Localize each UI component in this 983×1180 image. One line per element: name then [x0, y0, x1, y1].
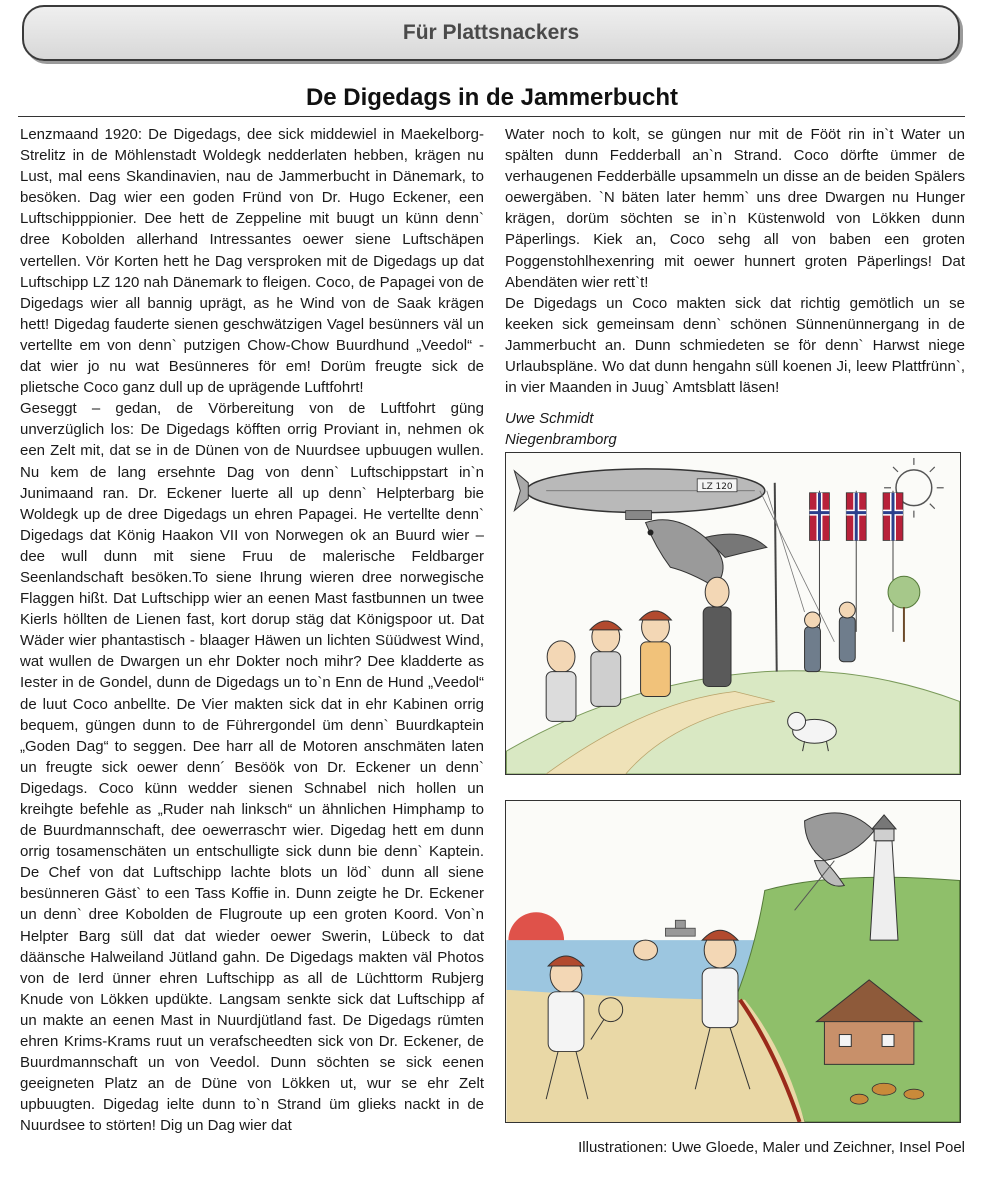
- paragraph: Water noch to kolt, se güngen nur mit de Fööt rin in`t Water un spälten dunn Fedderball an`n Strand. Coco dörfte ümmer de verhaugenen Fedderbälle upsammeln un disse an de beiden Spälers oewergäben. `N bäten later hemm` uns dree Dwargen nu Hunger krägen, dorüm söchten se in`n Küstenwold von Lökken dunn Päperlings. Kiek an, Coco sehg all von baben een groten Poggenstohlhexenring mit oewer hunnert groten Päperlings! Dat Abendäten wier rett`t!: [505, 126, 965, 291]
- illustration-credit: Illustrationen: Uwe Gloede, Maler und Zeichner, Insel Poel: [578, 1139, 965, 1156]
- right-column: [505, 124, 965, 450]
- swimmer-icon: [634, 940, 658, 960]
- lighthouse-icon: [870, 815, 898, 940]
- paragraph: Geseggt – gedan, de Vörbereitung von de Luftfohrt güng unverzüglich los: De Digedags köfften orrig Proviant in, nehmen ok een Zelt mit, dat se in de Dünen von de Nuurdsee upbuugen wullen. Nu kem de lang ersehnte Dag von denn` Luftschippstart in`n Junimaand ran. Dr. Eckener luerte all up denn` Helpterbarg bie Woldegk up de dree Digedags un ehren Papagei. He vertellte denn` Digedags dat König Haakon VII von Norwegen ok an Buurd wier – dee wull dunn mit siene Fruu de malerische Feldbarger Seenlandschaft besöken.To siene Ihrung wieren dree norwegische Flaggen hißt. Dat Luftschipp wier an eenen Mast fastbunnen un twee Kierls höllten de Lienen fast, kort dorup stäg dat Königspoor ut. Dat Wäder wier phantastisch - blaager Häwen un lichten Süüdwest Wind, wat wullen de Dwargen un ehr Dokter noch mihr? Dee kladderte as Iester in de Gondel, dunn de Digedags un to`n Enn de Hund „Veedol“ de luut Coco anbellte. De Vier makten sick dat in ehr Kabinen orrig bequem, güngen dunn to de Führergondel üm denn` Buurdkaptein „Goden Dag“ to seggen. Dee harr all de Motoren anschmäten laten un freugte sick oewer denn´ Besöök von Dr. Eckener un denn` Digedags. Coco künn wedder sienen Schnabel nich hollen un kreihgte befehle as „Ruder nah linksch“ un ähnlichen Himphamp to de Buurdmannschaft, dee oewerraschт wier. Digedag hett em dunn orrig tosamenschäten un entschulligte sick dunn bie denn` Kaptein. De Chef von dat Luftschipp lachte blots un löd` dunn all siene besünneren Gäst` to een Tass Koffie in. Dunn zeigte he Dr. Eckener un denn` dree Kobolden de Flugroute up een groten Koord. Von`n Helpter Barg süll dat dat wieder oewer Swerin, Lübeck to dat däänsche Halweiland Jütland gahn. De Digedags makten väl Photos von de Ierd ünner ehren Luftschipp as all de Lüchttorm Rubjerg Knude von Lökken updükte. Langsam senkte sick dat Luftschipp af un makte an eenen Mast in Nuurdjütland fast. De Digedags rümten ehren Krims-Krams ruut un verafscheedten sick von Dr. Eckener, de Buurdmannschaft un von Veedol. Dunn söchten se sick eenen geeigneten Platz an de Düne von Lökken ut, wur se ehr Zelt upbuugten. Digedag ielte dunn to`n Strand üm glieks nackt in de Nuurdsee to störten! Dig un Dag wier dat: [20, 400, 484, 1135]
- flag-icon: [810, 491, 830, 632]
- airship-drawing: [506, 453, 960, 774]
- title-underline: [18, 116, 965, 117]
- author-name: Uwe Schmidt: [505, 410, 594, 428]
- article-title: De Digedags in de Jammerbucht: [305, 84, 679, 111]
- left-column: [20, 124, 484, 1137]
- airship-icon: [514, 469, 764, 520]
- beach-illustration: [505, 800, 961, 1123]
- author-place: Niegenbramborg: [505, 431, 617, 449]
- norwegian-flags: [810, 491, 903, 632]
- beach-drawing: [506, 801, 960, 1122]
- section-banner: [22, 5, 960, 61]
- section-title: Für Plattsnackers: [402, 21, 580, 44]
- flag-icon: [883, 491, 903, 632]
- airship-illustration: [505, 452, 961, 775]
- paragraph: De Digedags un Coco makten sick dat richtig gemötlich un se keeken sick gemeinsam denn` schönen Sünnenünnergang in de Jammerbucht an. Dunn schmiedeten se för denn` Harwst niege Urlaubspläne. Wo dat dunn hengahn süll koenen Ji, leew Plattfrünn`, in vier Maanden in Juug` Amtsblatt läsen!: [505, 294, 965, 397]
- parrot-icon: [646, 520, 767, 587]
- airship-label: LZ 120: [701, 481, 733, 492]
- paragraph: Lenzmaand 1920: De Digedags, dee sick middewiel in Maekelborg-Strelitz in de Möhlenstadt Woldegk nedderlaten hebben, krägen nu Lust, mal eens Skandinavien, nau de Jammerbucht in Dänemark, to besöken. Dag wier een goden Fründ von Dr. Hugo Eckener, een Luftschipppionier. Dee hett de Zeppeline mit buugt un künn denn` dree Kobolden allerhand Intressantes oewer siene Luftschäpen vertellen. Vör Korten hett he Dag versproken mit de Digedags up dat Luftschipp LZ 120 nah Dänemark to fleigen. Coco, de Papagei von de Digedags wier all bannig uprägt, as he Wind von de Saak krägen hett! Digedag fauderte sienen geschwätzigen Vagel besünners väl un vertellte em von denn` putzigen Chow-Chow Buurdhund „Veedol“ - dat wier jo nu wat Besünneres för em! Dorüm freugte sick de plietsche Coco ganz dull up de uprägende Luftfohrt!: [20, 126, 484, 397]
